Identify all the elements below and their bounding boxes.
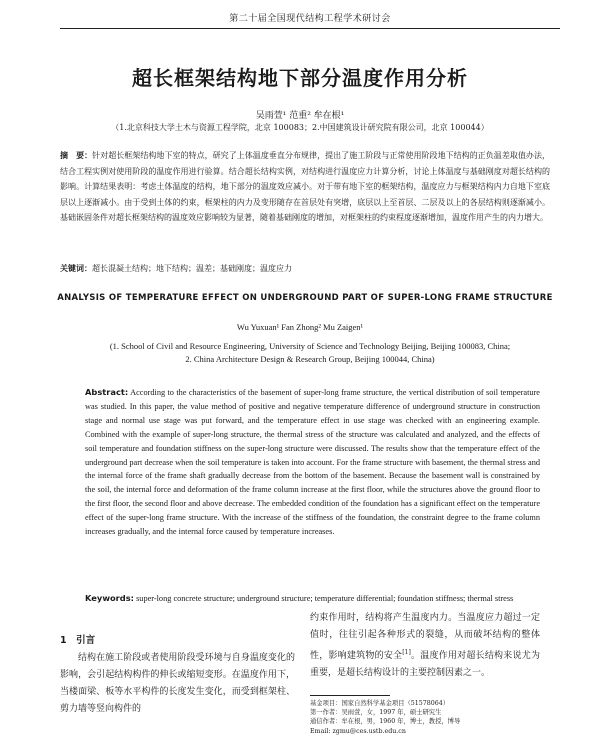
english-authors: Wu Yuxuan¹ Fan Zhong² Mu Zaigen¹ xyxy=(236,322,364,332)
chinese-abstract-label: 摘 要： xyxy=(60,151,93,160)
footnote-first-author: 第一作者：吴雨萱，女，1997 年，硕士研究生 xyxy=(310,709,442,717)
english-affiliation xyxy=(80,340,540,366)
english-abstract-label: Abstract: xyxy=(85,387,129,397)
paper-title: 超长框架结构地下部分温度作用分析 xyxy=(132,66,468,90)
introduction-text: 结构在施工阶段或者使用阶段受环境与自身温度变化的影响，会引起结构构件的伸长或缩短变形。在温度作用下，当楼面梁、板等水平构件的长度发生变化，而受到框架柱、剪力墙等竖向构件的 xyxy=(60,653,295,714)
right-column-text-1: 约束作用时，结构将产生温度内力。当温度应力超过一定值时，往往引起各种形式的裂缝，从而破坏结构的整体性，影响建筑物的安全 xyxy=(310,613,540,661)
section-heading-introduction: 1 引言 xyxy=(60,635,96,646)
english-abstract xyxy=(85,386,540,539)
chinese-abstract xyxy=(60,148,550,226)
chinese-authors: 吴雨萱¹ 范重² 牟在根¹ xyxy=(255,111,345,121)
english-abstract-text: According to the characteristics of the basement of super-long frame structure, the vertical distribution of soil temperature was studied. In this paper, the value method of positive and negative temperature difference of underground structure in construction stage and normal use stage was put forward, and the temperature effect in use stage was checked with an engineering example. Combined with the example of super-long structure, the thermal stress of the structure was calculated and analyzed, and the effects of soil temperature and foundation stiffness on the super-long structure were discussed. The results show that the temperature effect of the underground part decrease when the soil temperature is taken into account. For the frame structure with basement, the thermal stress and the internal force of the frame shaft gradually decrease from the bottom of the basement. Because the basement wall is constrained by the soil, the internal force and deformation of the frame column increase at the first floor, while the structures above the ground floor to the first floor, the second floor and above decrease. The embedded condition of the foundation has a significant effect on the temperature effect of the super-long frame structure. With the increase of the stiffness of the foundation, the constraint degree to the frame column increases gradually, and the internal force caused by temperature increases. xyxy=(85,388,540,537)
chinese-affiliation: （1.北京科技大学土木与资源工程学院，北京 100083；2.中国建筑设计研究院有限公司，北京 100044） xyxy=(111,123,489,132)
english-affiliation-1: (1. School of Civil and Resource Engineering, University of Science and Technology Beijing, Beijing 100083, China; xyxy=(109,341,511,351)
english-title: ANALYSIS OF TEMPERATURE EFFECT ON UNDERGROUND PART OF SUPER-LONG FRAME STRUCTURE xyxy=(57,293,553,303)
footnote-funding: 基金项目：国家自然科学基金项目（51578064） xyxy=(310,700,450,707)
english-keywords-label: Keywords: xyxy=(85,593,134,603)
right-column-text-2: 。温度作用对超长结构来说尤为重要，是超长结构设计的主要控制因素之一。 xyxy=(310,651,540,678)
footnote-divider xyxy=(310,695,390,696)
footnote-corresponding-author: 通信作者：牟在根，男，1960 年，博士，教授，博导 xyxy=(310,718,461,726)
chinese-abstract-text: 针对超长框架结构地下室的特点，研究了上体温度垂直分布规律，提出了施工阶段与正常使用阶段地下结构的正负温差取值办法，结合工程实例对使用阶段的温度作用进行验算。结合超长结构实例，对结构进行温度应力计算分析，讨论上体温度与基础刚度对超长结构的影响。计算结果表明：考虑土体温度的结构，地下部分的温度效应减小。对于带有地下室的框架结构，温度应力与框架结构内力自地下室底层以上逐渐减小。由于受到土体的约束，框架柱的内力及变形随存在首层处有突增，底层以上至首层、二层及以上的各层结构则逐渐减小。基础嵌固条件对超长框架结构的温度效应影响较为显著，随着基础刚度的增加，对框架柱的约束程度逐渐增加，温度作用产生的内力增大。 xyxy=(60,151,551,222)
body-left-column xyxy=(60,632,295,718)
chinese-keywords-text: 超长混凝土结构；地下结构；温差；基础刚度；温度应力 xyxy=(92,264,292,273)
footnotes xyxy=(310,699,545,736)
english-affiliation-2: 2. China Architecture Design & Research Group, Beijing 100044, China) xyxy=(185,354,435,364)
body-right-column xyxy=(310,610,540,682)
english-keywords-text: super-long concrete structure; underground structure; temperature differential; foundation stiffness; thermal stress xyxy=(136,594,514,603)
chinese-keywords xyxy=(60,262,550,275)
english-keywords xyxy=(85,592,540,606)
citation-ref: [1] xyxy=(402,649,411,656)
chinese-keywords-label: 关键词： xyxy=(60,264,92,273)
running-head: 第二十届全国现代结构工程学术研讨会 xyxy=(60,12,560,29)
footnote-email: Email: zgmu@ces.ustb.edu.cn xyxy=(310,727,406,735)
